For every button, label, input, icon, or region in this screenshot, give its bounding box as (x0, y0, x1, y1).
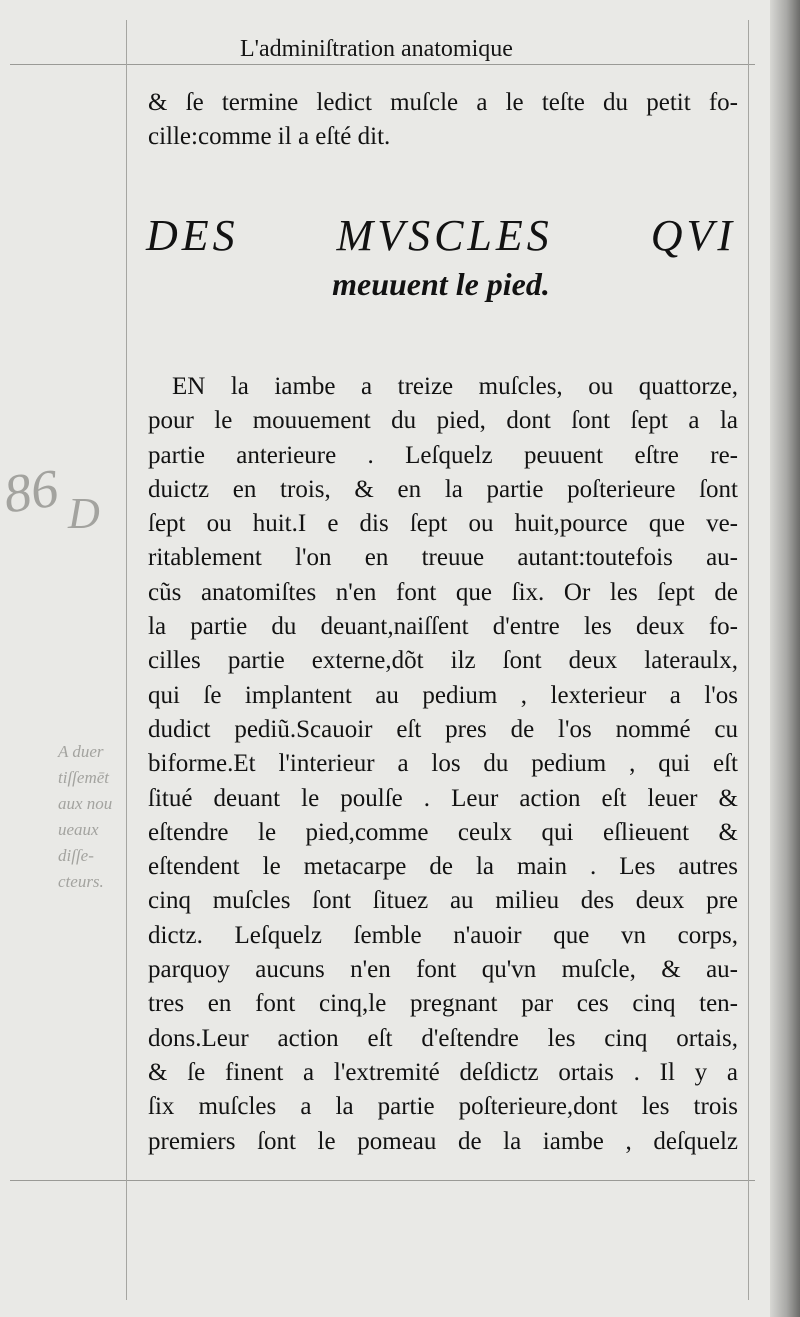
text-line: biforme.Et l'interieur a los du pedium , qui eſt (148, 750, 738, 778)
text-line: dictz. Leſquelz ſemble n'auoir que vn corps, (148, 921, 738, 949)
running-head: L'adminiſtration anatomique (240, 36, 513, 62)
margin-note-sidenote-6: cteurs. (58, 872, 104, 891)
page-edge-shadow (770, 0, 800, 1317)
text-line: cille:comme il a eſté dit. (148, 123, 391, 151)
text-line: & ſe termine ledict muſcle a le teſte du petit fo- (148, 89, 738, 116)
text-line: eſtendent le metacarpe de la main . Les autres (148, 853, 738, 881)
text-line: EN la iambe a treize muſcles, ou quattorze, (172, 373, 738, 400)
text-line: eſtendre le pied,comme ceulx qui eſlieuent & (148, 818, 738, 846)
right-rule (748, 20, 749, 1300)
text-line: pour le mouuement du pied, dont ſont ſept a la (148, 407, 738, 435)
text-line: premiers ſont le pomeau de la iambe , deſquelz (148, 1127, 738, 1155)
text-line: cilles partie externe,dõt ilz ſont deux lateraulx, (148, 647, 738, 675)
text-line: cũs anatomiſtes n'en font que ſix. Or les ſept de (148, 578, 738, 606)
margin-note-sidenote-1: A duer (58, 742, 104, 761)
section-title: DES MVSCLES QVI (146, 211, 736, 260)
text-line: ſitué deuant le poulſe . Leur action eſt leuer & (148, 784, 738, 812)
text-line: & ſe finent a l'extremité deſdictz ortais . Il y a (148, 1058, 738, 1086)
text-line: dons.Leur action eſt d'eſtendre les cinq ortais, (148, 1024, 738, 1052)
text-line: parquoy aucuns n'en font qu'vn muſcle, & au- (148, 956, 738, 984)
margin-note-sidenote-2: tiſſemēt (58, 768, 109, 787)
left-rule (126, 20, 127, 1300)
text-line: ritablement l'on en treuue autant:toutefois au- (148, 544, 738, 572)
body-text (148, 370, 738, 1159)
margin-note-sidenote-4: ueaux (58, 820, 99, 839)
margin-note-number: 86 (0, 457, 62, 525)
margin-note-sidenote-3: aux nou (58, 794, 113, 813)
continuation-text (148, 86, 738, 155)
bottom-rule (10, 1180, 755, 1181)
section-subtitle: meuuent le pied. (332, 266, 550, 302)
text-line: tres en font cinq,le pregnant par ces cinq ten- (148, 990, 738, 1018)
text-line: qui ſe implantent au pedium , lexterieur a l'os (148, 681, 738, 709)
text-line: partie anterieure . Leſquelz peuuent eſtre re- (148, 441, 738, 469)
text-line: duictz en trois, & en la partie poſterieure ſont (148, 475, 738, 503)
margin-note-sidenote-5: diſſe- (58, 846, 94, 865)
text-line: ſept ou huit.I e dis ſept ou huit,pource que ve- (148, 510, 738, 538)
text-line: ſix muſcles a la partie poſterieure,dont les trois (148, 1093, 738, 1121)
margin-note-letter: D (68, 489, 100, 538)
text-line: cinq muſcles ſont ſituez au milieu des deux pre (148, 887, 738, 915)
top-rule (10, 64, 755, 65)
text-line: la partie du deuant,naiſſent d'entre les deux fo- (148, 613, 738, 641)
text-line: dudict pediũ.Scauoir eſt pres de l'os nommé cu (148, 715, 738, 743)
